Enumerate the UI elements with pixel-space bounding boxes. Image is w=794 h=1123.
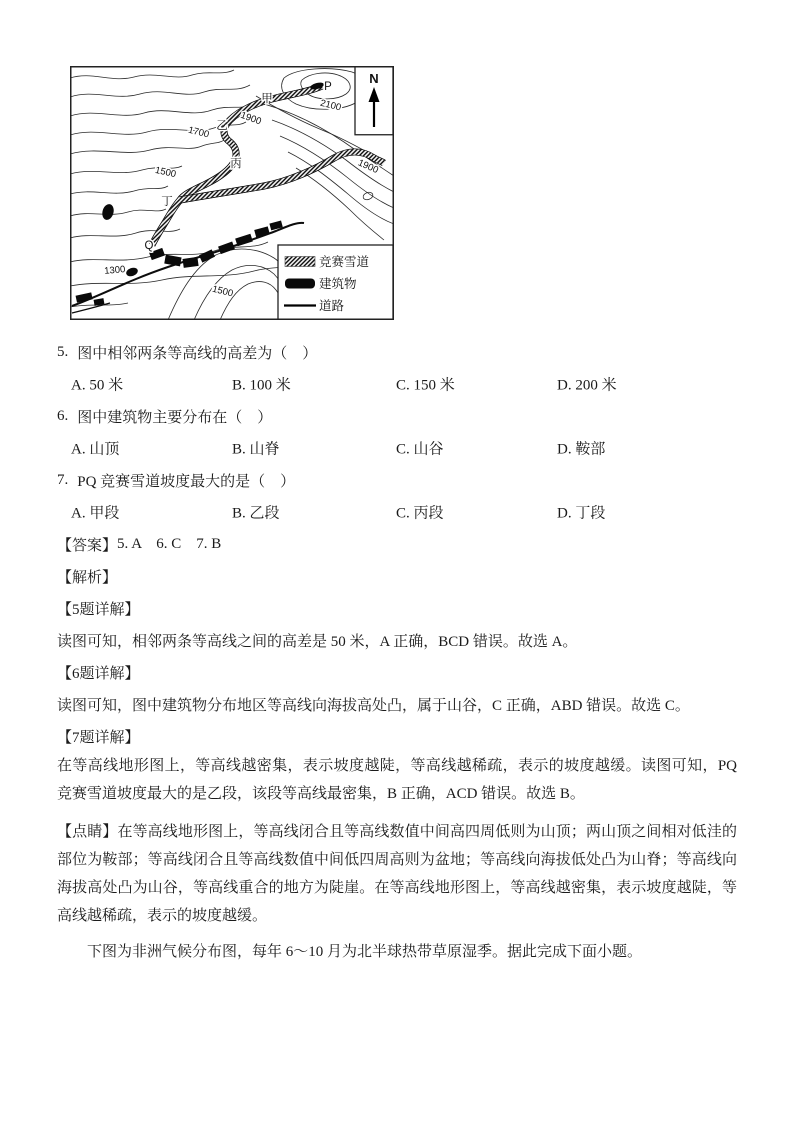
explanation-6-body xyxy=(57,688,737,720)
question-6-number: 6. xyxy=(57,407,69,424)
question-7 xyxy=(57,464,737,496)
question-6-options xyxy=(57,432,737,464)
explanation-6-header-text: 【6题详解】 xyxy=(57,665,140,682)
map-label-p: P xyxy=(324,81,332,93)
contour-label-2100: 2100 xyxy=(319,97,343,114)
explanation-5-header-text: 【5题详解】 xyxy=(57,601,140,618)
tip-paragraph xyxy=(57,818,737,930)
question-7-stem: PQ 竞赛雪道坡度最大的是（ ） xyxy=(77,473,296,490)
option-7b: B. 乙段 xyxy=(232,505,280,522)
question-5-options xyxy=(57,368,737,400)
explanation-7-body xyxy=(57,752,737,808)
option-5c: C. 150 米 xyxy=(396,377,455,394)
map-label-yi: 乙 xyxy=(216,120,228,132)
map-label-jia: 甲 xyxy=(261,93,273,105)
contour-label-1500-mid: 1500 xyxy=(154,164,178,181)
legend-box xyxy=(278,245,393,320)
legend-ski-label: 竞赛雪道 xyxy=(319,255,370,269)
question-5 xyxy=(57,336,737,368)
option-6b: B. 山脊 xyxy=(232,441,280,458)
question-5-number: 5. xyxy=(57,343,69,360)
explanation-5-body-text: 读图可知，相邻两条等高线之间的高差是 50 米，A 正确，BCD 错误。故选 A。 xyxy=(57,633,578,650)
next-section-intro-text: 下图为非洲气候分布图，每年 6～10 月为北半球热带草原湿季。据此完成下面小题。 xyxy=(87,944,643,960)
question-6 xyxy=(57,400,737,432)
analysis-label: 【解析】 xyxy=(57,569,118,586)
contour-map-figure xyxy=(70,66,394,320)
question-7-number: 7. xyxy=(57,471,69,488)
contour-label-1900-right: 1900 xyxy=(356,157,380,177)
answer-line xyxy=(57,528,737,560)
option-5d: D. 200 米 xyxy=(557,377,617,394)
explanation-7-body-text: 在等高线地形图上，等高线越密集，表示坡度越陡，等高线越稀疏，表示的坡度越缓。读图可知，PQ 竞赛雪道坡度最大的是乙段，该段等高线最密集，B 正确，ACD 错误。故选 B。 xyxy=(57,758,737,802)
explanation-5-header xyxy=(57,592,737,624)
answer-label: 【答案】 xyxy=(57,537,118,554)
option-7a: A. 甲段 xyxy=(71,505,120,522)
contour-label-1700: 1700 xyxy=(187,124,211,141)
tip-body: 在等高线地形图上，等高线闭合且等高线数值中间高四周低则为山顶；两山顶之间相对低洼的部位为鞍部；等高线闭合且等高线数值中间低四周高则为盆地；等高线向海拔低处凸为山脊；等高线向海拔高处凸为山谷，等高线重合的地方为陡崖。在等高线地形图上，等高线越密集，表示坡度越陡，等高线越稀疏，表示的坡度越缓。 xyxy=(57,824,737,924)
map-label-ding: 丁 xyxy=(161,196,173,208)
explanation-7-header-text: 【7题详解】 xyxy=(57,729,140,746)
explanation-5-body xyxy=(57,624,737,656)
explanation-7-header xyxy=(57,720,737,752)
compass-n-label: N xyxy=(369,71,379,86)
question-6-stem: 图中建筑物主要分布在（ ） xyxy=(77,409,273,426)
legend-road-label: 道路 xyxy=(319,299,345,313)
legend-building-swatch xyxy=(285,279,315,289)
option-6a: A. 山顶 xyxy=(71,441,120,458)
option-6d: D. 鞍部 xyxy=(557,441,606,458)
map-label-bing: 丙 xyxy=(230,158,242,170)
explanation-6-body-text: 读图可知，图中建筑物分布地区等高线向海拔高处凸，属于山谷，C 正确，ABD 错误。故选 C。 xyxy=(57,697,690,714)
analysis-header xyxy=(57,560,737,592)
contour-label-1900-left: 1900 xyxy=(239,109,263,128)
compass-box xyxy=(355,67,393,135)
option-7d: D. 丁段 xyxy=(557,505,606,522)
option-6c: C. 山谷 xyxy=(396,441,444,458)
legend-building-label: 建筑物 xyxy=(319,277,357,291)
legend-ski-swatch xyxy=(285,257,315,267)
next-section-intro xyxy=(57,938,737,966)
contour-label-1500-bottom: 1500 xyxy=(211,283,235,300)
contour-label-1300: 1300 xyxy=(103,264,126,277)
option-5b: B. 100 米 xyxy=(232,377,291,394)
question-5-stem: 图中相邻两条等高线的高差为（ ） xyxy=(77,345,318,362)
option-5a: A. 50 米 xyxy=(71,377,124,394)
explanation-6-header xyxy=(57,656,737,688)
contour-map-svg xyxy=(70,66,394,320)
question-7-options xyxy=(57,496,737,528)
tip-label: 【点睛】 xyxy=(57,824,118,840)
map-label-q: Q xyxy=(144,240,154,252)
answer-values: 5. A 6. C 7. B xyxy=(117,535,222,552)
option-7c: C. 丙段 xyxy=(396,505,444,522)
ski-track-band xyxy=(152,86,384,245)
